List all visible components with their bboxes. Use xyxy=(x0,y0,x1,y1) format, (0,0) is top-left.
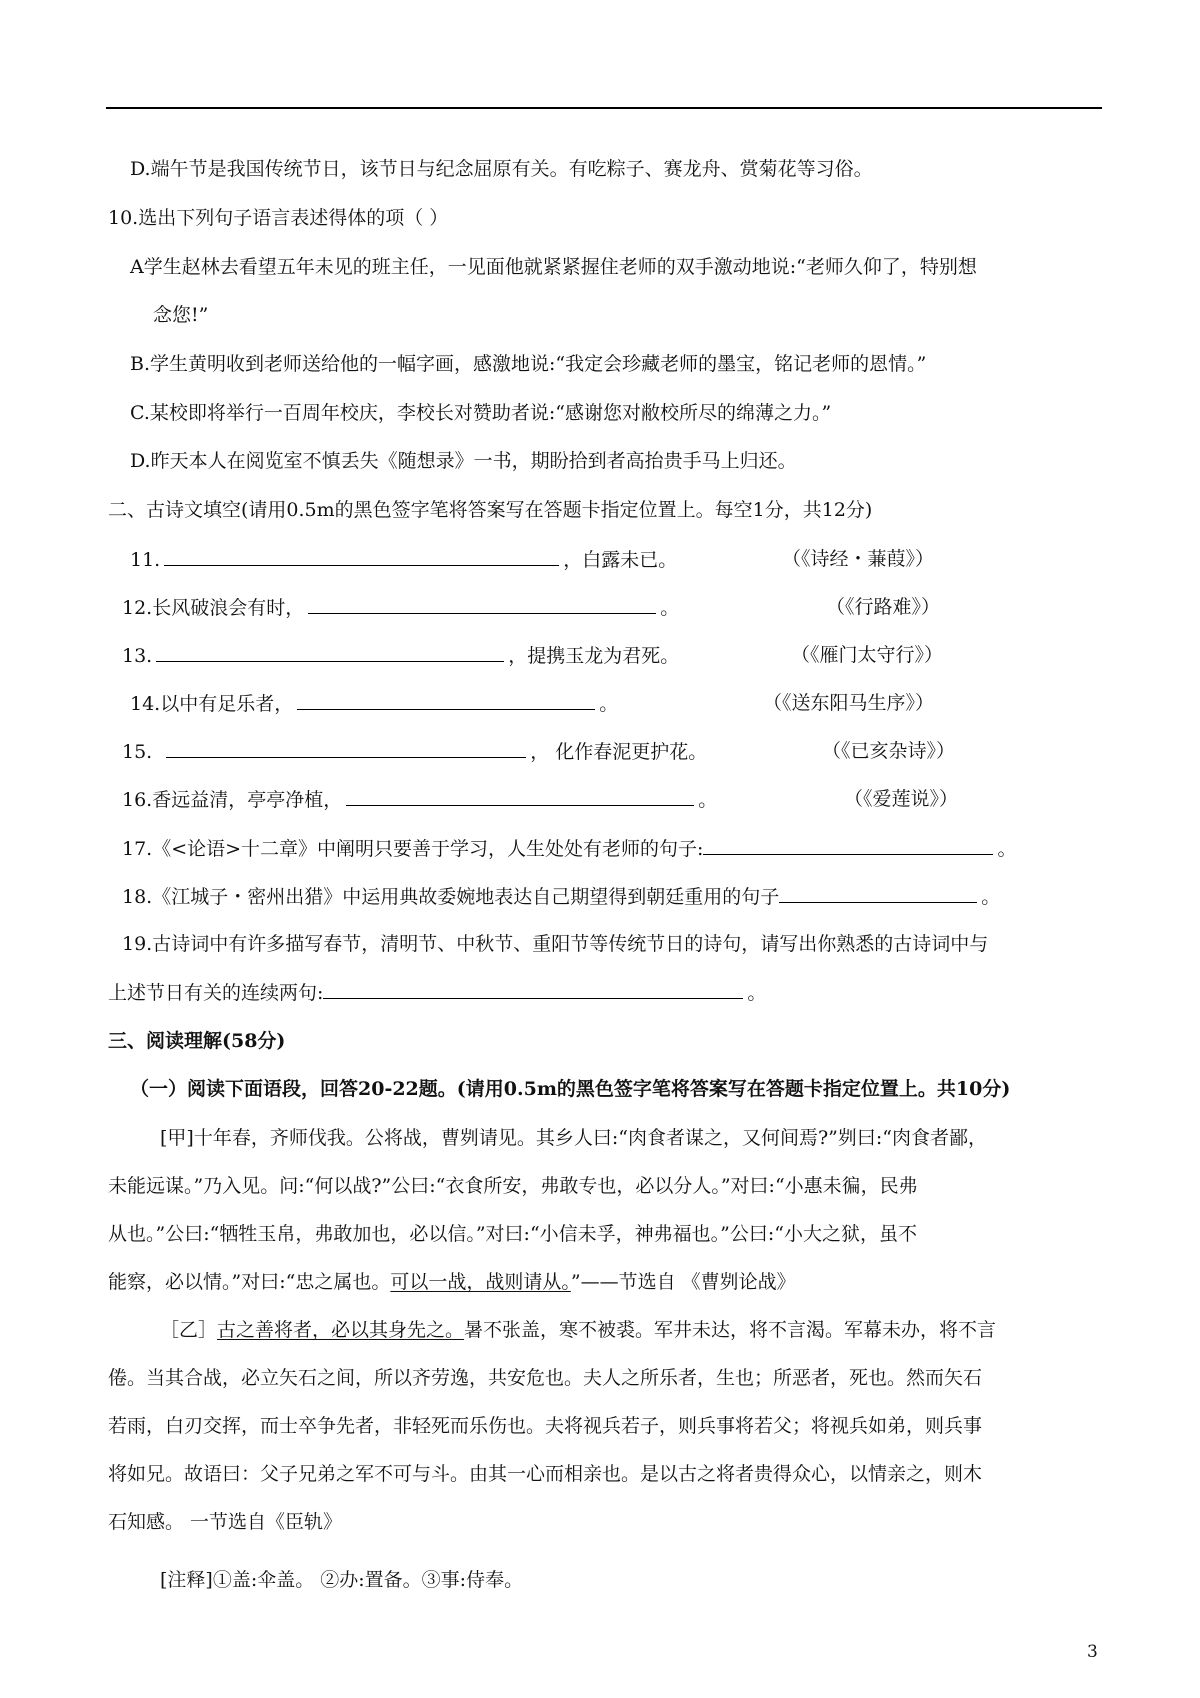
passage-yi-line1: ［乙］古之善将者，必以其身先之。暑不张盖，寒不被裘。军井未达，将不言渴。军幕未办，将不言 xyxy=(160,1319,997,1341)
q9-option-d: D.端午节是我国传统节日，该节日与纪念屈原有关。有吃粽子、赛龙舟、赏菊花等习俗。 xyxy=(130,158,873,180)
q12-source: （《行路难》） xyxy=(826,596,941,618)
q14-blank[interactable] xyxy=(297,691,595,710)
q19-blank[interactable] xyxy=(323,980,743,999)
q10-option-d: D.昨天本人在阅览室不慎丢失《随想录》一书，期盼拾到者高抬贵手马上归还。 xyxy=(130,450,797,472)
q18-blank[interactable] xyxy=(779,884,977,903)
section3-sub1-heading: （一）阅读下面语段，回答20-22题。(请用0.5m的黑色签字笔将答案写在答题卡指定位置上。共10分) xyxy=(130,1078,1011,1100)
passage-jia-line4: 能察，必以情。”对曰:“忠之属也。可以一战，战则请从。”——节选自 《曹刿论战》 xyxy=(108,1271,796,1293)
q12-text: 12.长风破浪会有时， xyxy=(122,597,305,619)
passage-jia-line2: 未能远谋。”乃入见。问:“何以战?”公曰:“衣食所安，弗敢专也，必以分人。”对曰:“小惠未徧，民弗 xyxy=(108,1175,918,1197)
page-number: 3 xyxy=(1087,1642,1098,1662)
q15-source: （《已亥杂诗》） xyxy=(822,740,956,762)
q10-stem: 10.选出下列句子语言表述得体的项（ ） xyxy=(108,207,449,229)
q16: 16.香远益清，亭亭净植， 。 xyxy=(122,789,718,811)
q13: 13. ，提携玉龙为君死。 xyxy=(122,645,680,667)
q14-source: （《送东阳马生序》） xyxy=(763,692,935,714)
q11-text: ，白露未已。 xyxy=(563,549,678,571)
q18: 18.《江城子・密州出猎》中运用典故委婉地表达自己期望得到朝廷重用的句子 。 xyxy=(122,886,1001,908)
q10-option-a-line1: A学生赵林去看望五年未见的班主任，一见面他就紧紧握住老师的双手激动地说:“老师久仰了，特别想 xyxy=(130,256,977,278)
q14: 14.以中有足乐者， 。 xyxy=(130,693,619,715)
q15-blank[interactable] xyxy=(166,739,526,758)
q15: 15. ， 化作春泥更护花。 xyxy=(122,741,708,763)
section3-heading: 三、阅读理解(58分) xyxy=(108,1030,286,1052)
yi-underlined-sentence: 古之善将者，必以其身先之。 xyxy=(217,1319,465,1341)
q19-line1: 19.古诗词中有许多描写春节，清明节、中秋节、重阳节等传统节日的诗句，请写出你熟悉的古诗词中与 xyxy=(122,933,989,955)
passage-yi-line3: 若雨，白刃交挥，而士卒争先者，非轻死而乐伤也。夫将视兵若子，则兵事将若父；将视兵如弟，则兵事 xyxy=(108,1415,983,1437)
passage-yi-line2: 倦。当其合战，必立矢石之间，所以齐劳逸，共安危也。夫人之所乐者，生也；所恶者，死也。然而矢石 xyxy=(108,1367,983,1389)
q10-option-b: B.学生黄明收到老师送给他的一幅字画，感激地说:“我定会珍藏老师的墨宝，铭记老师的恩情。” xyxy=(130,353,927,375)
q17-blank[interactable] xyxy=(703,836,993,855)
q17: 17.《<论语>十二章》中阐明只要善于学习，人生处处有老师的句子: 。 xyxy=(122,838,1017,860)
q11-number: 11. xyxy=(130,549,161,571)
q16-blank[interactable] xyxy=(346,787,694,806)
jia-underlined-sentence: 可以一战，战则请从。 xyxy=(390,1271,571,1293)
q11 xyxy=(130,547,677,572)
q19-line2: 上述节日有关的连续两句: 。 xyxy=(108,982,767,1004)
annotation-note: [注释]①盖:伞盖。 ②办:置备。③事:侍奉。 xyxy=(160,1569,524,1591)
passage-jia-line1: [甲]十年春，齐师伐我。公将战，曹刿请见。其乡人曰:“肉食者谋之，又何间焉?”刿曰:“肉食者鄙， xyxy=(160,1127,987,1149)
q10-option-a-line2: 念您!” xyxy=(153,304,209,326)
section2-heading: 二、古诗文填空(请用0.5m的黑色签字笔将答案写在答题卡指定位置上。每空1分，共12分) xyxy=(108,499,873,521)
passage-jia-line3: 从也。”公曰:“牺牲玉帛，弗敢加也，必以信。”对曰:“小信未孚，神弗福也。”公曰:“小大之狱，虽不 xyxy=(108,1223,917,1245)
q12-blank[interactable] xyxy=(308,595,656,614)
passage-yi-line4: 将如兄。故语曰：父子兄弟之军不可与斗。由其一心而相亲也。是以古之将者贵得众心，以情亲之，则木 xyxy=(108,1463,983,1485)
q11-blank[interactable] xyxy=(164,547,559,566)
q16-source: （《爱莲说》） xyxy=(844,788,959,810)
q13-blank[interactable] xyxy=(156,643,504,662)
passage-yi-line5: 石知感。 一节选自《臣轨》 xyxy=(108,1511,343,1533)
q13-source: （《雁门太守行》） xyxy=(791,644,944,666)
q12: 12.长风破浪会有时， 。 xyxy=(122,597,680,619)
q10-option-c: C.某校即将举行一百周年校庆，李校长对赞助者说:“感谢您对敝校所尽的绵薄之力。” xyxy=(130,402,832,424)
header-rule xyxy=(106,107,1102,109)
q11-source: （《诗经・蒹葭》） xyxy=(782,548,935,570)
